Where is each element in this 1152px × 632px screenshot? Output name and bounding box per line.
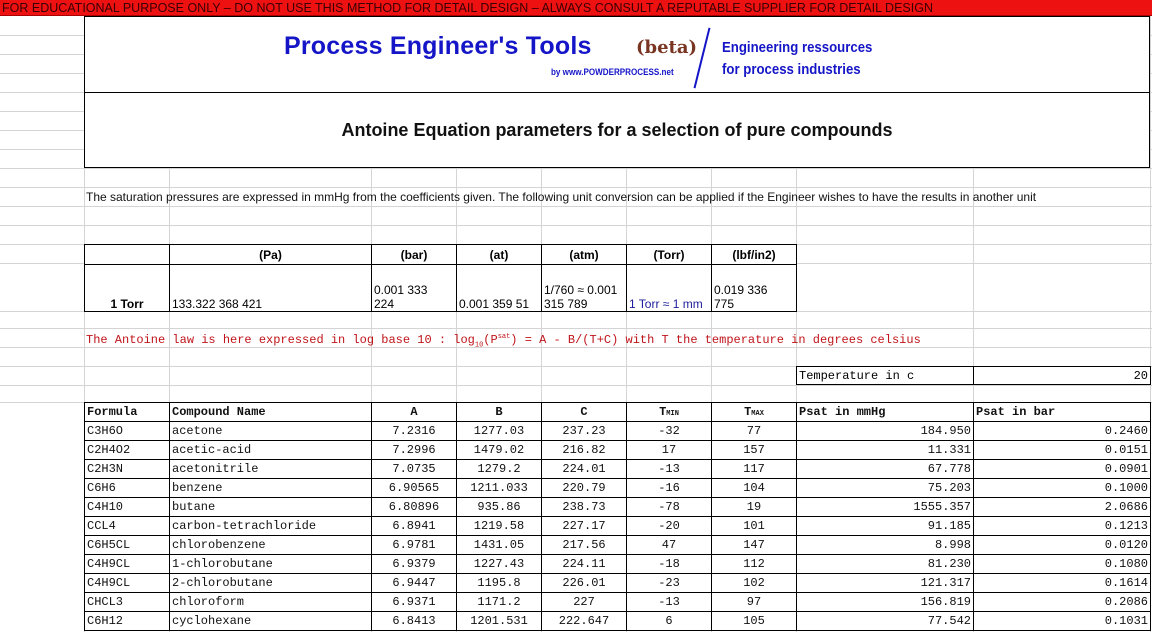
cell-a[interactable]: 6.9781 [372, 536, 457, 555]
logo-beta: (beta) [636, 37, 698, 58]
cell-b[interactable]: 1227.43 [457, 555, 542, 574]
table-row[interactable] [85, 536, 1151, 555]
cell-c[interactable]: 238.73 [542, 498, 627, 517]
cell-tmin[interactable]: -78 [627, 498, 712, 517]
cell-tmax[interactable]: 117 [712, 460, 797, 479]
cell-compound-name[interactable]: cyclohexane [170, 612, 372, 631]
cell-a[interactable]: 6.8413 [372, 612, 457, 631]
tagline-line-2: for process industries [722, 61, 861, 78]
cell-formula[interactable]: CHCL3 [85, 593, 170, 612]
cell-psat-mmhg[interactable]: 1555.357 [797, 498, 974, 517]
conversion-header-psi: (lbf/in2) [712, 245, 797, 265]
cell-psat-mmhg[interactable]: 121.317 [797, 574, 974, 593]
cell-tmax[interactable]: 147 [712, 536, 797, 555]
conversion-header-pa: (Pa) [170, 245, 372, 265]
conversion-header-atm: (atm) [542, 245, 627, 265]
cell-formula[interactable]: C4H9CL [85, 574, 170, 593]
temperature-input[interactable]: 20 [974, 367, 1151, 385]
cell-a[interactable]: 6.9447 [372, 574, 457, 593]
logo-website-link[interactable]: by www.POWDERPROCESS.net [551, 67, 674, 78]
unit-conversion-table [84, 244, 797, 312]
cell-c[interactable]: 220.79 [542, 479, 627, 498]
antoine-law-mid: (P [483, 333, 498, 347]
tmin-letter: T [659, 405, 667, 419]
conversion-value-pa[interactable]: 133.322 368 421 [170, 265, 372, 312]
cell-c[interactable]: 224.11 [542, 555, 627, 574]
col-header-formula: Formula [85, 403, 170, 422]
compound-table-header [85, 403, 1151, 422]
antoine-law-suffix: ) = A - B/(T+C) with T the temperature in degrees celsius [510, 333, 921, 347]
logo-title: Process Engineer's Tools [284, 32, 592, 60]
cell-a[interactable]: 7.2316 [372, 422, 457, 441]
conversion-value-atm-line2: 315 789 [544, 297, 588, 311]
logo-tagline [722, 37, 872, 81]
cell-c[interactable]: 227.17 [542, 517, 627, 536]
cell-formula[interactable]: CCL4 [85, 517, 170, 536]
cell-formula[interactable]: C6H6 [85, 479, 170, 498]
cell-formula[interactable]: C6H12 [85, 612, 170, 631]
cell-psat-mmhg[interactable]: 184.950 [797, 422, 974, 441]
cell-psat-bar[interactable]: 0.1213 [974, 517, 1151, 536]
grid-row-line [0, 328, 1152, 329]
cell-compound-name[interactable]: carbon-tetrachloride [170, 517, 372, 536]
psat-superscript: sat [497, 333, 511, 341]
cell-a[interactable]: 6.90565 [372, 479, 457, 498]
cell-tmax[interactable]: 102 [712, 574, 797, 593]
cell-psat-bar[interactable]: 2.0686 [974, 498, 1151, 517]
table-row[interactable] [85, 479, 1151, 498]
cell-a[interactable]: 6.8941 [372, 517, 457, 536]
table-row[interactable] [85, 593, 1151, 612]
cell-psat-mmhg[interactable]: 77.542 [797, 612, 974, 631]
cell-a[interactable]: 7.0735 [372, 460, 457, 479]
cell-tmin[interactable]: -16 [627, 479, 712, 498]
cell-psat-bar[interactable]: 0.2086 [974, 593, 1151, 612]
cell-tmax[interactable]: 157 [712, 441, 797, 460]
tmax-subscript: MAX [751, 410, 764, 418]
conversion-value-atm[interactable] [542, 265, 627, 312]
conversion-header-row [85, 245, 797, 265]
grid-row-line [0, 168, 1152, 169]
cell-c[interactable]: 224.01 [542, 460, 627, 479]
cell-b[interactable]: 1479.02 [457, 441, 542, 460]
cell-compound-name[interactable]: benzene [170, 479, 372, 498]
cell-psat-mmhg[interactable]: 156.819 [797, 593, 974, 612]
cell-tmax[interactable]: 77 [712, 422, 797, 441]
col-header-b: B [457, 403, 542, 422]
col-header-a: A [372, 403, 457, 422]
grid-row-line [0, 385, 1152, 386]
col-header-psat-bar: Psat in bar [974, 403, 1151, 422]
cell-tmax[interactable]: 101 [712, 517, 797, 536]
cell-a[interactable]: 6.9379 [372, 555, 457, 574]
cell-formula[interactable]: C2H4O2 [85, 441, 170, 460]
header-box [84, 16, 1150, 168]
cell-psat-bar[interactable]: 0.1614 [974, 574, 1151, 593]
cell-tmin[interactable]: 47 [627, 536, 712, 555]
cell-a[interactable]: 6.9371 [372, 593, 457, 612]
cell-psat-mmhg[interactable]: 75.203 [797, 479, 974, 498]
cell-compound-name[interactable]: chlorobenzene [170, 536, 372, 555]
cell-psat-bar[interactable]: 0.2460 [974, 422, 1151, 441]
cell-tmax[interactable]: 97 [712, 593, 797, 612]
table-row[interactable] [85, 574, 1151, 593]
antoine-law-formula [86, 333, 921, 349]
cell-tmin[interactable]: -18 [627, 555, 712, 574]
conversion-value-at[interactable]: 0.001 359 51 [457, 265, 542, 312]
conversion-header-at: (at) [457, 245, 542, 265]
table-row[interactable] [85, 555, 1151, 574]
compound-table-body [85, 422, 1151, 631]
cell-a[interactable]: 6.80896 [372, 498, 457, 517]
cell-c[interactable]: 216.82 [542, 441, 627, 460]
cell-compound-name[interactable]: 2-chlorobutane [170, 574, 372, 593]
table-row[interactable] [85, 441, 1151, 460]
cell-compound-name[interactable]: chloroform [170, 593, 372, 612]
cell-psat-bar[interactable]: 0.1031 [974, 612, 1151, 631]
conversion-header-bar: (bar) [372, 245, 457, 265]
conversion-header-torr: (Torr) [627, 245, 712, 265]
cell-b[interactable]: 935.86 [457, 498, 542, 517]
cell-psat-bar[interactable]: 0.0151 [974, 441, 1151, 460]
page-title: Antoine Equation parameters for a selection of pure compounds [341, 120, 893, 140]
cell-b[interactable]: 1279.2 [457, 460, 542, 479]
cell-psat-mmhg[interactable]: 81.230 [797, 555, 974, 574]
cell-formula[interactable]: C6H5CL [85, 536, 170, 555]
cell-b[interactable]: 1195.8 [457, 574, 542, 593]
cell-c[interactable]: 222.647 [542, 612, 627, 631]
cell-b[interactable]: 1201.531 [457, 612, 542, 631]
tmax-letter: T [744, 405, 752, 419]
cell-psat-bar[interactable]: 0.0120 [974, 536, 1151, 555]
table-row[interactable] [85, 498, 1151, 517]
cell-tmin[interactable]: -20 [627, 517, 712, 536]
table-row[interactable] [85, 460, 1151, 479]
log-base-subscript: 10 [474, 341, 484, 350]
table-row[interactable] [85, 422, 1151, 441]
cell-b[interactable]: 1211.033 [457, 479, 542, 498]
cell-compound-name[interactable]: acetic-acid [170, 441, 372, 460]
cell-tmax[interactable]: 112 [712, 555, 797, 574]
tagline-line-1: Engineering ressources [722, 39, 873, 56]
table-row[interactable] [85, 517, 1151, 536]
col-header-c: C [542, 403, 627, 422]
cell-tmin[interactable]: -13 [627, 593, 712, 612]
conversion-value-torr[interactable]: 1 Torr ≈ 1 mm [627, 265, 712, 312]
cell-psat-mmhg[interactable]: 8.998 [797, 536, 974, 555]
conversion-header-cell [85, 245, 170, 265]
unit-note: The saturation pressures are expressed in mmHg from the coefficients given. The following unit conversion can be applied if the Engineer wishes to have the results in another unit [86, 190, 1037, 204]
cell-b[interactable]: 1277.03 [457, 422, 542, 441]
cell-psat-bar[interactable]: 0.1000 [974, 479, 1151, 498]
cell-a[interactable]: 7.2996 [372, 441, 457, 460]
cell-psat-mmhg[interactable]: 67.778 [797, 460, 974, 479]
cell-psat-mmhg[interactable]: 91.185 [797, 517, 974, 536]
cell-psat-bar[interactable]: 0.1080 [974, 555, 1151, 574]
tmin-subscript: MIN [666, 410, 679, 418]
cell-compound-name[interactable]: acetonitrile [170, 460, 372, 479]
compound-table [84, 402, 1151, 631]
antoine-law-prefix: The Antoine law is here expressed in log base 10 : log [86, 333, 475, 347]
cell-formula[interactable]: C3H6O [85, 422, 170, 441]
conversion-value-bar-line1: 0.001 333 [374, 283, 428, 297]
col-header-tmax [712, 403, 797, 422]
conversion-value-psi-line1: 0.019 336 [714, 283, 768, 297]
cell-tmin[interactable]: 6 [627, 612, 712, 631]
grid-row-line [0, 225, 1152, 226]
conversion-value-psi[interactable] [712, 265, 797, 312]
conversion-row-label: 1 Torr [85, 265, 170, 312]
disclaimer-banner: FOR EDUCATIONAL PURPOSE ONLY – DO NOT USE THIS METHOD FOR DETAIL DESIGN – ALWAYS CONSULT A REPUTABLE SUPPLIER FOR DETAIL DESIGN [0, 0, 1152, 16]
cell-b[interactable]: 1219.58 [457, 517, 542, 536]
cell-tmin[interactable]: -23 [627, 574, 712, 593]
cell-tmin[interactable]: -32 [627, 422, 712, 441]
cell-tmax[interactable]: 105 [712, 612, 797, 631]
cell-c[interactable]: 237.23 [542, 422, 627, 441]
conversion-value-bar-line2: 224 [374, 297, 395, 311]
cell-compound-name[interactable]: acetone [170, 422, 372, 441]
cell-c[interactable]: 217.56 [542, 536, 627, 555]
cell-tmin[interactable]: -13 [627, 460, 712, 479]
cell-tmax[interactable]: 104 [712, 479, 797, 498]
cell-psat-mmhg[interactable]: 11.331 [797, 441, 974, 460]
grid-row-line [0, 206, 1152, 207]
cell-b[interactable]: 1431.05 [457, 536, 542, 555]
cell-c[interactable]: 226.01 [542, 574, 627, 593]
col-header-psat-mmhg: Psat in mmHg [797, 403, 974, 422]
cell-formula[interactable]: C2H3N [85, 460, 170, 479]
temperature-label: Temperature in c [797, 367, 974, 385]
cell-psat-bar[interactable]: 0.0901 [974, 460, 1151, 479]
cell-compound-name[interactable]: butane [170, 498, 372, 517]
col-header-compound-name: Compound Name [170, 403, 372, 422]
cell-tmin[interactable]: 17 [627, 441, 712, 460]
cell-b[interactable]: 1171.2 [457, 593, 542, 612]
table-row[interactable] [85, 612, 1151, 631]
conversion-value-bar[interactable] [372, 265, 457, 312]
conversion-value-psi-line2: 775 [714, 297, 735, 311]
conversion-value-row [85, 265, 797, 312]
grid-row-line [0, 187, 1152, 188]
col-header-tmin [627, 403, 712, 422]
conversion-value-atm-line1: 1/760 ≈ 0.001 [544, 283, 618, 297]
cell-tmax[interactable]: 19 [712, 498, 797, 517]
cell-formula[interactable]: C4H10 [85, 498, 170, 517]
cell-compound-name[interactable]: 1-chlorobutane [170, 555, 372, 574]
cell-c[interactable]: 227 [542, 593, 627, 612]
temperature-input-box [796, 366, 1151, 385]
cell-formula[interactable]: C4H9CL [85, 555, 170, 574]
